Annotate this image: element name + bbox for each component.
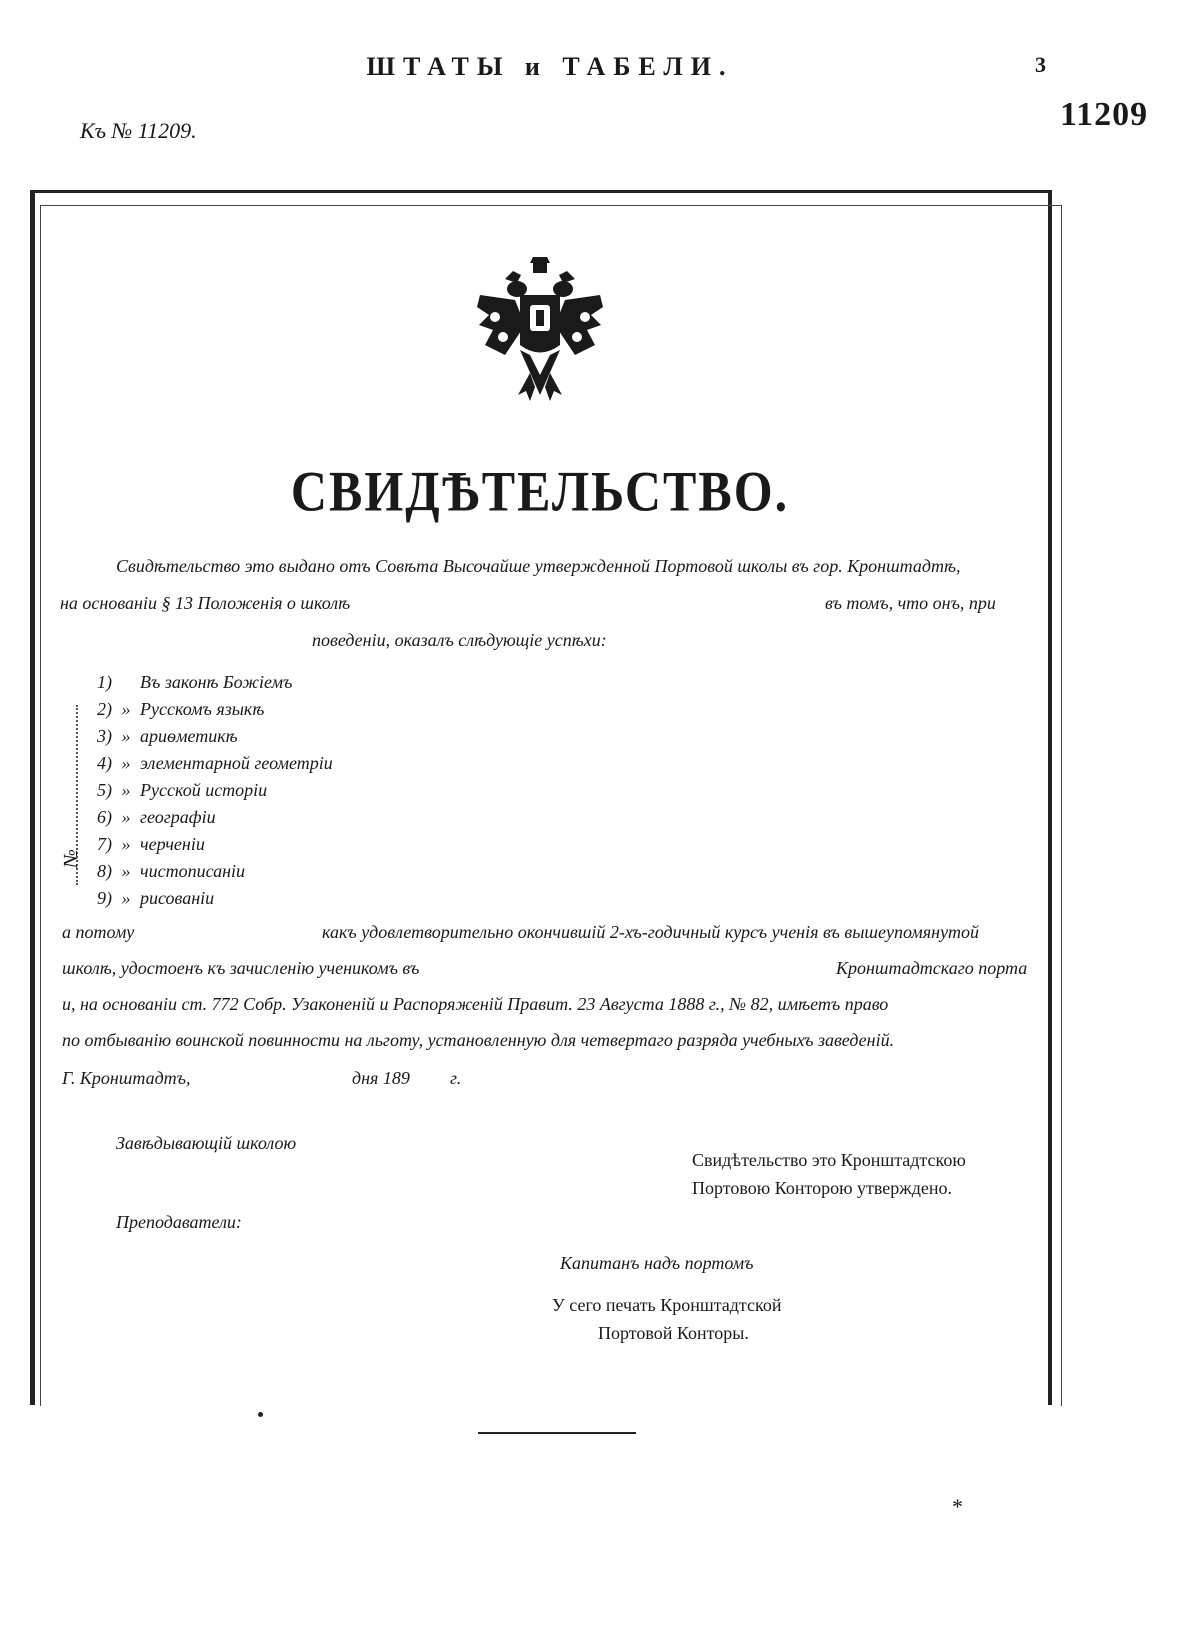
seal-line-2: Портовой Конторы. [598, 1323, 749, 1343]
subject-name: ариѳметикѣ [140, 726, 238, 746]
text-line-5a: школѣ, удостоенъ къ зачисленію ученикомъ въ [62, 958, 420, 978]
closing-rule [478, 1432, 636, 1434]
subject-ditto: » [121, 753, 131, 773]
approval-line-1: Свидѣтельство это Кронштадтскою [692, 1150, 966, 1170]
subject-ditto: » [121, 807, 131, 827]
subject-name: Русской исторіи [140, 780, 268, 800]
reference-number: 11209 [1060, 96, 1149, 133]
subject-item [80, 672, 292, 693]
subject-number: 2) [97, 699, 112, 719]
running-header: ШТАТЫ и ТАБЕЛИ. [366, 52, 734, 81]
subject-number: 1) [97, 672, 112, 692]
head-of-school-label: Завѣдывающій школою [116, 1133, 297, 1153]
text-line-3: поведеніи, оказалъ слѣдующіе успѣхи: [312, 630, 607, 650]
subject-number: 8) [97, 861, 112, 881]
subject-name: элементарной геометріи [140, 753, 333, 773]
text-line-4b: какъ удовлетворительно окончившій 2-хъ-годичный курсъ ученія въ вышеупомянутой [322, 922, 980, 942]
subject-item [80, 753, 333, 774]
subject-item [80, 834, 205, 855]
subject-name: Русскомъ языкѣ [140, 699, 265, 719]
subject-name: черченіи [140, 834, 205, 854]
subject-ditto: » [121, 834, 131, 854]
subject-number: 4) [97, 753, 112, 773]
captain-label: Капитанъ надъ портомъ [560, 1253, 754, 1273]
subject-item [80, 861, 245, 882]
number-mark: № [60, 849, 82, 868]
seal-line-1: У сего печать Кронштадтской [552, 1295, 782, 1315]
subject-item [80, 888, 214, 909]
text-line-2a: на основаніи § 13 Положенія о школѣ [60, 593, 351, 613]
place-label: Г. Кронштадтъ, [62, 1068, 191, 1088]
subject-item [80, 726, 238, 747]
certificate-title: СВИДѢТЕЛЬСТВО. [290, 458, 790, 524]
subject-number: 3) [97, 726, 112, 746]
reference-left: Къ № 11209. [80, 118, 197, 143]
teachers-label: Преподаватели: [116, 1212, 242, 1232]
text-line-1: Свидѣтельство это выдано отъ Совѣта Высочайше утвержденной Портовой школы въ гор. Кронштадтѣ, [116, 556, 961, 576]
subject-ditto: » [121, 726, 131, 746]
text-line-4a: а потому [62, 922, 135, 942]
double-headed-eagle-emblem [475, 255, 605, 405]
text-line-6: и, на основаніи ст. 772 Собр. Узаконеній и Распоряженій Правит. 23 Августа 1888 г., № 82, имѣетъ право [62, 994, 889, 1014]
subject-ditto: » [121, 780, 131, 800]
subject-ditto: » [121, 888, 131, 908]
subject-name: чистописаніи [140, 861, 246, 881]
subject-item [80, 807, 216, 828]
year-suffix: г. [450, 1068, 462, 1088]
subject-name: рисованіи [140, 888, 215, 908]
subject-number: 9) [97, 888, 112, 908]
subject-number: 6) [97, 807, 112, 827]
date-label: дня 189 [352, 1068, 410, 1088]
approval-line-2: Портовою Конторою утверждено. [692, 1178, 952, 1198]
text-line-2b: въ томъ, что онъ, при [825, 593, 996, 613]
text-line-5b: Кронштадтскаго порта [836, 958, 1028, 978]
subject-ditto: » [121, 861, 131, 881]
footnote-star: * [952, 1494, 963, 1519]
text-line-7: по отбыванію воинской повинности на льготу, установленную для четвертаго разряда учебныхъ заведеній. [62, 1030, 895, 1050]
subject-number: 5) [97, 780, 112, 800]
subject-name: Въ законѣ Божіемъ [140, 672, 293, 692]
subject-item [80, 780, 267, 801]
subject-number: 7) [97, 834, 112, 854]
subject-name: географіи [140, 807, 216, 827]
subject-item [80, 699, 264, 720]
page-number: 3 [1035, 52, 1046, 77]
ink-speck [258, 1412, 263, 1417]
subject-ditto: » [121, 699, 131, 719]
